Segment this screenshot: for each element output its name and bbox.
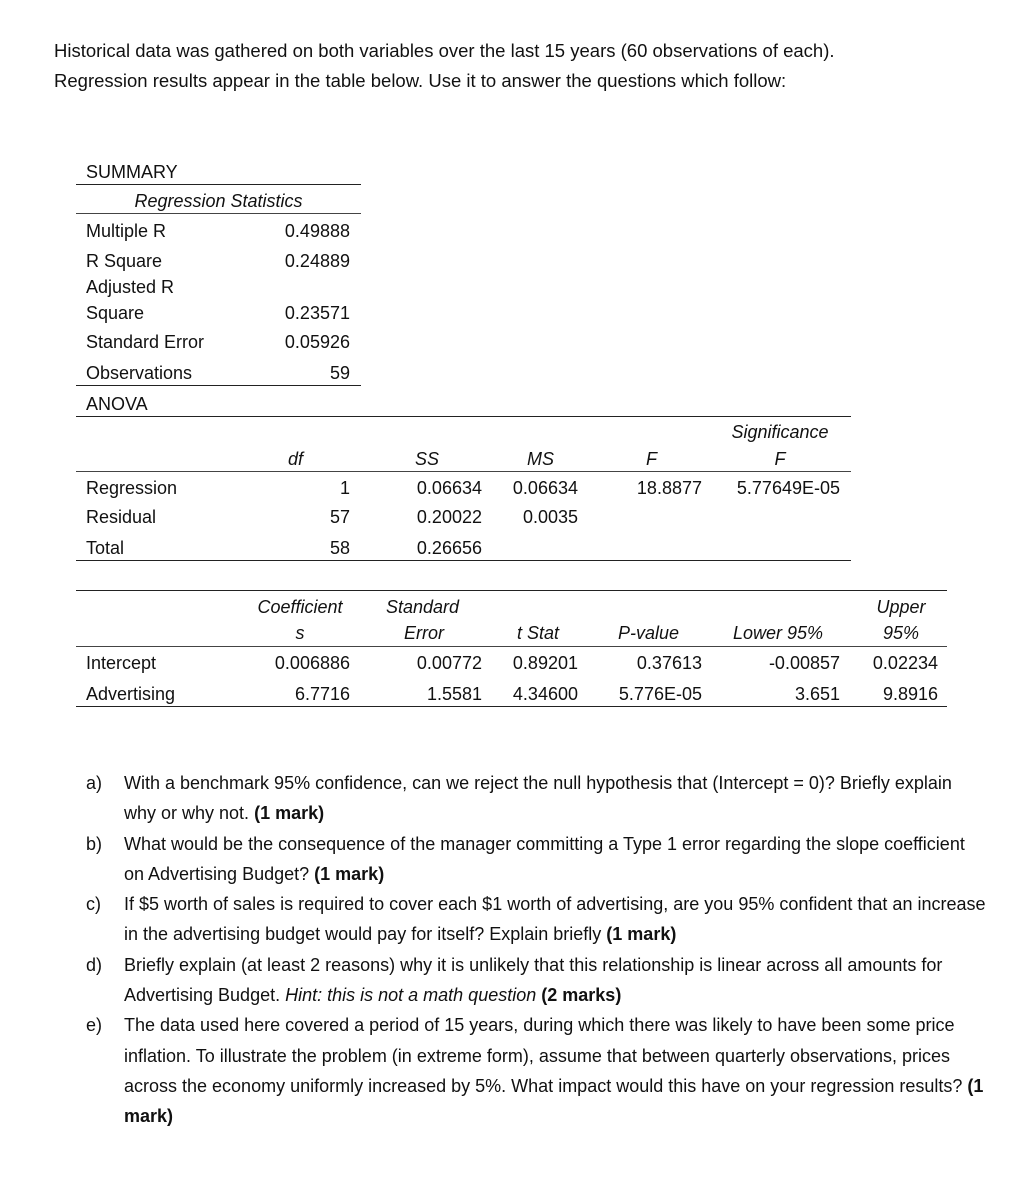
- anova-header-f: F: [646, 449, 657, 469]
- coef-header-lower95: Lower 95%: [733, 623, 824, 643]
- adjusted-r-value: 0.23571: [284, 303, 350, 323]
- regression-statistics-header: Regression Statistics: [134, 191, 303, 211]
- anova-header-rule: [76, 471, 851, 472]
- adjusted-r-label-line1: Adjusted R: [86, 277, 175, 297]
- intro-line-2: Regression results appear in the table below. Use it to answer the questions which follow:: [54, 70, 787, 91]
- pvalue-cell: 5.776E-05: [618, 684, 702, 704]
- lower95-cell: -0.00857: [768, 653, 840, 673]
- tstat-cell: 4.34600: [512, 684, 578, 704]
- std-error-cell: 1.5581: [426, 684, 482, 704]
- reg-stats-header-rule: [76, 213, 361, 214]
- question-item: [86, 889, 986, 950]
- anova-title: ANOVA: [86, 394, 148, 414]
- intro-line-1: Historical data was gathered on both variables over the last 15 years (60 observations of each).: [54, 40, 835, 61]
- ms-cell: 0.06634: [512, 478, 578, 498]
- question-text: [124, 829, 986, 890]
- row-label: Regression: [86, 478, 178, 498]
- row-label: Total: [86, 538, 125, 558]
- adjusted-r-label-line2: Square: [86, 303, 145, 323]
- tstat-cell: 0.89201: [512, 653, 578, 673]
- question-body: What would be the consequence of the manager committing a Type 1 error regarding the slope coefficient on Advertising Budget?: [124, 833, 965, 884]
- question-item: [86, 1010, 986, 1131]
- standard-error-label: Standard Error: [86, 332, 205, 352]
- ss-cell: 0.06634: [416, 478, 482, 498]
- coef-header-tstat: t Stat: [517, 623, 560, 643]
- question-text: [124, 950, 986, 1011]
- df-cell: 1: [339, 478, 350, 498]
- question-marks: (2 marks): [541, 985, 622, 1006]
- summary-bottom-rule: [76, 385, 361, 386]
- coef-header-upper95: 95%: [882, 623, 920, 643]
- summary-top-rule: [76, 184, 361, 185]
- question-marks: (1 mark): [254, 803, 325, 824]
- coefficient-cell: 6.7716: [294, 684, 350, 704]
- coef-bottom-rule: [76, 706, 947, 707]
- observations-label: Observations: [86, 363, 193, 383]
- ms-cell: 0.0035: [522, 507, 578, 527]
- anova-header-df: df: [288, 449, 304, 469]
- question-body: With a benchmark 95% confidence, can we reject the null hypothesis that (Intercept = 0)? Briefly explain why or why not.: [124, 773, 952, 824]
- question-item: [86, 829, 986, 890]
- r-square-label: R Square: [86, 251, 163, 271]
- question-marks: (1 mark): [606, 924, 677, 945]
- std-error-cell: 0.00772: [416, 653, 482, 673]
- row-label: Intercept: [86, 653, 157, 673]
- f-cell: 18.8877: [636, 478, 702, 498]
- df-cell: 58: [329, 538, 350, 558]
- coef-header-coefficient-s: s: [295, 623, 305, 643]
- question-marks: (1 mark): [124, 1075, 984, 1127]
- lower95-cell: 3.651: [794, 684, 840, 704]
- df-cell: 57: [329, 507, 350, 527]
- coef-header-upper: Upper: [876, 597, 926, 617]
- question-text: [124, 1010, 986, 1131]
- observations-value: 59: [329, 363, 350, 383]
- coef-header-pvalue: P-value: [618, 623, 680, 643]
- coef-header-error: Error: [404, 623, 444, 643]
- question-hint: Hint: this is not a math question: [285, 985, 537, 1006]
- anova-header-significance-f: F: [774, 449, 786, 469]
- question-item: [86, 768, 986, 829]
- anova-header-ms: MS: [527, 449, 554, 469]
- question-label: e): [86, 1015, 103, 1036]
- question-label: a): [86, 773, 103, 793]
- question-list: [86, 768, 986, 1132]
- pvalue-cell: 0.37613: [636, 653, 702, 673]
- question-text: [124, 768, 986, 829]
- standard-error-value: 0.05926: [284, 332, 350, 352]
- coef-header-rule: [76, 646, 947, 647]
- r-square-value: 0.24889: [284, 251, 350, 271]
- question-body: If $5 worth of sales is required to cover each $1 worth of advertising, are you 95% confident that an increase in the advertising budget would pay for itself? Explain briefly: [124, 894, 986, 945]
- multiple-r-value: 0.49888: [284, 221, 350, 241]
- upper95-cell: 9.8916: [882, 684, 938, 704]
- anova-header-significance: Significance: [731, 422, 829, 442]
- question-text: [124, 889, 986, 950]
- question-body: The data used here covered a period of 15 years, during which there was likely to have been some price inflation. To illustrate the problem (in extreme form), assume that between quarterly observations, prices across the economy uniformly increased by 5%. What impact would this have on your regression results?: [124, 1015, 963, 1096]
- upper95-cell: 0.02234: [872, 653, 938, 673]
- question-item: [86, 950, 986, 1011]
- anova-bottom-rule: [76, 560, 851, 561]
- multiple-r-label: Multiple R: [86, 221, 167, 241]
- question-label: c): [86, 894, 101, 915]
- coef-top-rule: [76, 590, 947, 591]
- coef-header-coefficient: Coefficient: [257, 597, 343, 617]
- intro-text: [54, 36, 835, 96]
- anova-header-ss: SS: [415, 449, 440, 469]
- row-label: Advertising: [86, 684, 176, 704]
- summary-title: SUMMARY: [86, 162, 178, 182]
- significance-cell: 5.77649E-05: [736, 478, 840, 498]
- question-label: d): [86, 954, 103, 975]
- anova-top-rule: [76, 416, 851, 417]
- ss-cell: 0.26656: [416, 538, 482, 558]
- question-label: b): [86, 833, 103, 854]
- question-body: Briefly explain (at least 2 reasons) why it is unlikely that this relationship is linear across all amounts for Advertising Budget.: [124, 954, 943, 1006]
- question-marks: (1 mark): [314, 863, 385, 884]
- row-label: Residual: [86, 507, 157, 527]
- coef-header-standard: Standard: [386, 597, 460, 617]
- coefficient-cell: 0.006886: [274, 653, 350, 673]
- ss-cell: 0.20022: [416, 507, 482, 527]
